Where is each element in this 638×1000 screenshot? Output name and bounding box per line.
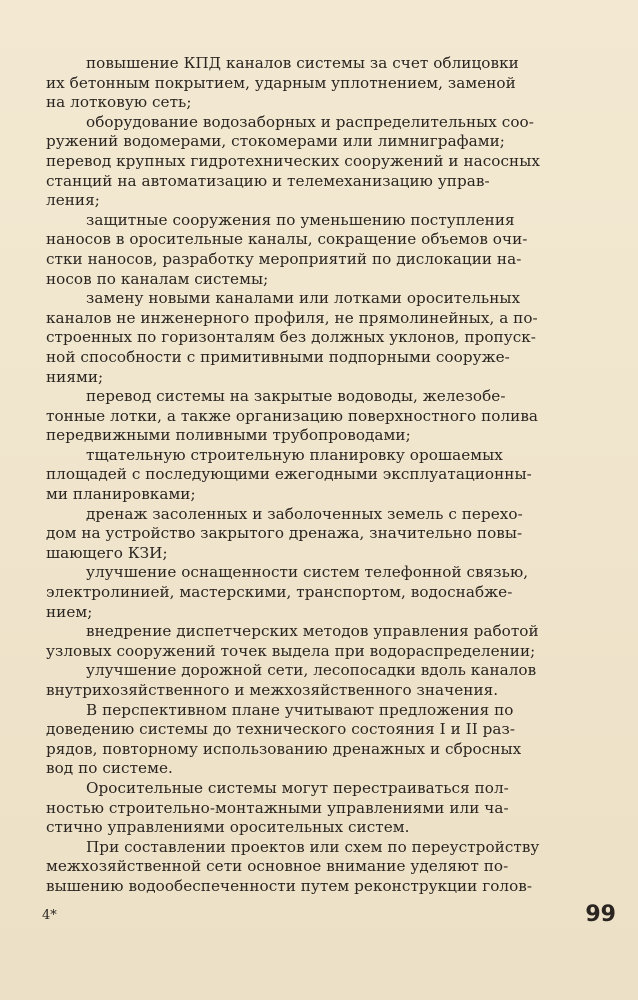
text-line: доведению системы до технического состояния I и II раз- [46,720,516,739]
text-line: передвижными поливными трубопроводами; [46,426,411,445]
text-line: наносов в оросительные каналы, сокращение объемов очи- [46,230,528,249]
text-line: станций на автоматизацию и телемеханизацию управ- [46,171,490,190]
text-line: узловых сооружений точек выдела при водораспределении; [46,641,536,660]
text-line: вышению водообеспеченности путем реконструкции голов- [46,876,533,895]
text-line: на лотковую сеть; [46,93,192,112]
paragraph [46,701,566,779]
paragraph [46,779,566,838]
text-line: ниями; [46,367,104,386]
text-line: перевод системы на закрытые водоводы, железобе- [86,387,506,406]
paragraph [46,211,566,289]
text-line: ления; [46,191,100,210]
paragraph [46,446,566,505]
text-line: каналов не инженерного профиля, не прямолинейных, а по- [46,308,538,327]
text-line: тщательную строительную планировку орошаемых [86,445,503,464]
paragraph [46,622,566,661]
text-line: замену новыми каналами или лотками оросительных [86,289,521,308]
paragraph [46,661,566,700]
text-line: улучшение дорожной сети, лесопосадки вдоль каналов [86,661,537,680]
paragraph [46,563,566,622]
text-line: тонные лотки, а также организацию поверхностного полива [46,406,539,425]
text-line: внутрихозяйственного и межхозяйственного значения. [46,681,499,699]
text-line: их бетонным покрытием, ударным уплотнением, заменой [46,73,516,92]
text-line: межхозяйственной сети основное внимание уделяют по- [46,857,509,876]
paragraph [46,54,566,113]
text-line: дренаж засоленных и заболоченных земель с перехо- [86,504,523,523]
paragraph [46,505,566,564]
text-line: внедрение диспетчерских методов управления работой [86,622,539,641]
text-line: При составлении проектов или схем по переустройству [86,837,540,856]
text-line: вод по системе. [46,759,173,778]
text-line: электролинией, мастерскими, транспортом, водоснабже- [46,583,513,602]
text-line: ми планировками; [46,485,196,504]
text-line: перевод крупных гидротехнических сооружений и насосных [46,151,540,170]
body-text [46,54,566,897]
page-number: 99 [585,902,616,927]
text-line: носов по каналам системы; [46,269,269,288]
text-line: строенных по горизонталям без должных уклонов, пропуск- [46,328,536,347]
paragraph [46,113,566,211]
text-line: дом на устройство закрытого дренажа, значительно повы- [46,524,523,543]
paragraph [46,387,566,446]
signature-mark: 4* [42,908,57,923]
text-line: шающего КЗИ; [46,543,168,562]
text-line: рядов, повторному использованию дренажных и сбросных [46,739,522,758]
text-line: стки наносов, разработку мероприятий по дислокации на- [46,249,522,268]
text-line: защитные сооружения по уменьшению поступления [86,210,515,229]
text-line: стично управлениями оросительных систем. [46,818,410,837]
text-line: ружений водомерами, стокомерами или лимниграфами; [46,132,505,151]
text-line: площадей с последующими ежегодными эксплуатационны- [46,465,532,484]
text-line: повышение КПД каналов системы за счет облицовки [86,54,519,72]
text-line: Оросительные системы могут перестраиваться пол- [86,778,509,797]
text-line: оборудование водозаборных и распределительных соо- [86,112,534,131]
text-line: ной способности с примитивными подпорными сооруже- [46,347,510,366]
text-line: нием; [46,602,93,621]
paragraph [46,838,566,897]
text-line: улучшение оснащенности систем телефонной связью, [86,563,529,582]
text-line: В перспективном плане учитывают предложения по [86,700,514,719]
paragraph [46,289,566,387]
text-line: ностью строительно-монтажными управлениями или ча- [46,798,509,817]
